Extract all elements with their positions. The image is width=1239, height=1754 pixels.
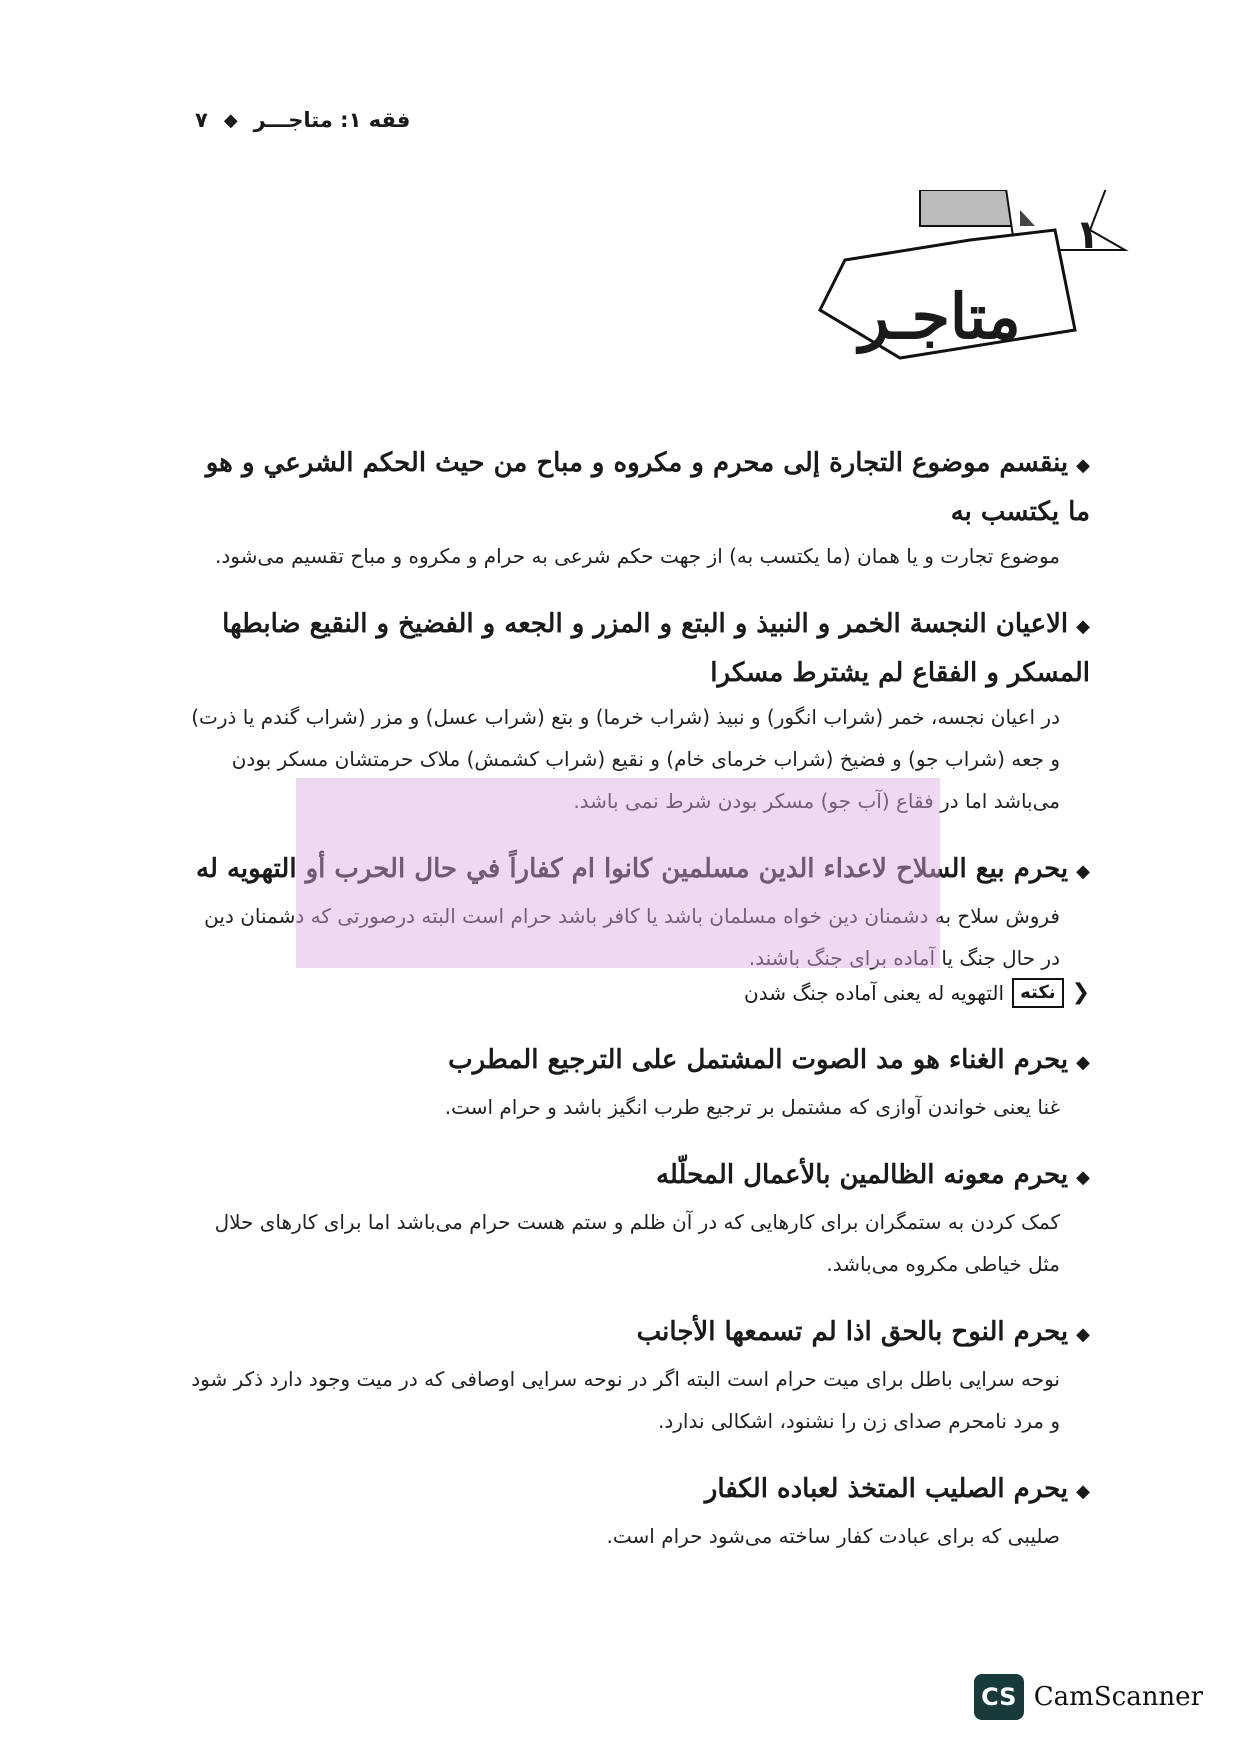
diamond-bullet-icon: ◆ bbox=[1076, 1167, 1090, 1188]
arabic-text-content: يحرم النوح بالحق اذا لم تسمعها الأجانب bbox=[636, 1317, 1069, 1347]
arabic-text bbox=[185, 1152, 1090, 1201]
arabic-text bbox=[185, 601, 1090, 696]
ruling-item bbox=[185, 1309, 1090, 1442]
persian-translation: غنا یعنی خواندن آوازی که مشتمل بر ترجیع طرب انگیز باشد و حرام است. bbox=[444, 1095, 1060, 1119]
arabic-text bbox=[185, 440, 1090, 535]
camscanner-logo-icon: CS bbox=[974, 1674, 1024, 1720]
note-row bbox=[185, 973, 1090, 1013]
persian-translation: نوحه سرایی باطل برای میت حرام است البته اگر در نوحه سرایی اوصافی که در میت وجود دارد ذکر شود و مرد نامحرم صدای زن را نشنود، اشکالی ندارد. bbox=[191, 1367, 1060, 1433]
chapter-title: متاجـر bbox=[859, 280, 1021, 353]
camscanner-name: CamScanner bbox=[1033, 1682, 1203, 1712]
diamond-bullet-icon: ◆ bbox=[1076, 455, 1090, 476]
persian-translation: صلیبی که برای عبادت کفار ساخته می‌شود حرام است. bbox=[606, 1524, 1060, 1548]
diamond-bullet-icon: ◆ bbox=[1076, 1324, 1090, 1345]
arabic-text bbox=[185, 1309, 1090, 1358]
arabic-text-content: ينقسم موضوع التجارة إلى محرم و مكروه و مباح من حيث الحكم الشرعي و هو ما يكتسب به bbox=[205, 448, 1090, 527]
persian-translation: فروش سلاح به دشمنان دین خواه مسلمان باشد یا کافر باشد حرام است البته درصورتی که دشمنان دین در حال جنگ یا آماده برای جنگ باشند. bbox=[204, 904, 1060, 970]
header-title: فقه ۱: متاجـــر bbox=[253, 108, 411, 132]
arabic-text-content: يحرم الغناء هو مد الصوت المشتمل على الترجيع المطرب bbox=[448, 1045, 1069, 1075]
chapter-number: ۱ bbox=[1075, 212, 1100, 258]
ruling-item bbox=[185, 1152, 1090, 1285]
diamond-bullet-icon: ◆ bbox=[1076, 861, 1090, 882]
diamond-bullet-icon: ◆ bbox=[1076, 616, 1090, 637]
page-number: ۷ bbox=[195, 108, 208, 132]
arabic-text bbox=[185, 1037, 1090, 1086]
arabic-text-content: الاعيان النجسة الخمر و النبيذ و البتع و المزر و الجعه و الفضيخ و النقيع ضابطها المسكر و الفقاع لم يشترط مسكرا bbox=[222, 609, 1090, 688]
arabic-text-content: يحرم الصليب المتخذ لعباده الكفار bbox=[704, 1474, 1069, 1504]
arabic-text-content: يحرم معونه الظالمين بالأعمال المحلّله bbox=[655, 1160, 1069, 1190]
arabic-text-content: يحرم بيع السلاح لاعداء الدين مسلمين كانوا ام كفاراً في حال الحرب أو التهويه له bbox=[196, 854, 1069, 884]
publisher-watermark bbox=[296, 778, 940, 968]
chapter-banner bbox=[790, 190, 1140, 400]
ruling-item bbox=[185, 440, 1090, 577]
persian-translation: کمک کردن به ستمگران برای کارهایی که در آن ظلم و ستم هست حرام می‌باشد اما برای کارهای حلال مثل خیاطی مکروه می‌باشد. bbox=[214, 1210, 1060, 1276]
note-arrow-icon: ❮ bbox=[1071, 980, 1090, 1005]
ruling-item bbox=[185, 1466, 1090, 1557]
diamond-icon: ◆ bbox=[223, 109, 238, 131]
note-label: نکته bbox=[1012, 978, 1064, 1008]
persian-translation: موضوع تجارت و یا همان (ما یکتسب به) از جهت حکم شرعی به حرام و مکروه و مباح تقسیم می‌شود. bbox=[215, 544, 1060, 568]
arabic-text bbox=[185, 1466, 1090, 1515]
note-text: التهویه له یعنی آماده جنگ شدن bbox=[744, 981, 1005, 1005]
diamond-bullet-icon: ◆ bbox=[1076, 1052, 1090, 1073]
camscanner-badge bbox=[974, 1674, 1203, 1720]
page-header bbox=[195, 108, 410, 132]
diamond-bullet-icon: ◆ bbox=[1076, 1481, 1090, 1502]
persian-translation: در اعیان نجسه، خمر (شراب انگور) و نبیذ (شراب خرما) و بتع (شراب عسل) و مزر (شراب گندم یا ذرت) و جعه (شراب جو) و فضیخ (شراب خرمای خام) و نقیع (شراب کشمش) ملاک حرمتشان مسکر بودن می‌باشد اما در فقاع (آب جو) مسکر بودن شرط نمی باشد. bbox=[191, 705, 1060, 813]
content-body bbox=[185, 440, 1090, 1581]
ruling-item bbox=[185, 1037, 1090, 1128]
